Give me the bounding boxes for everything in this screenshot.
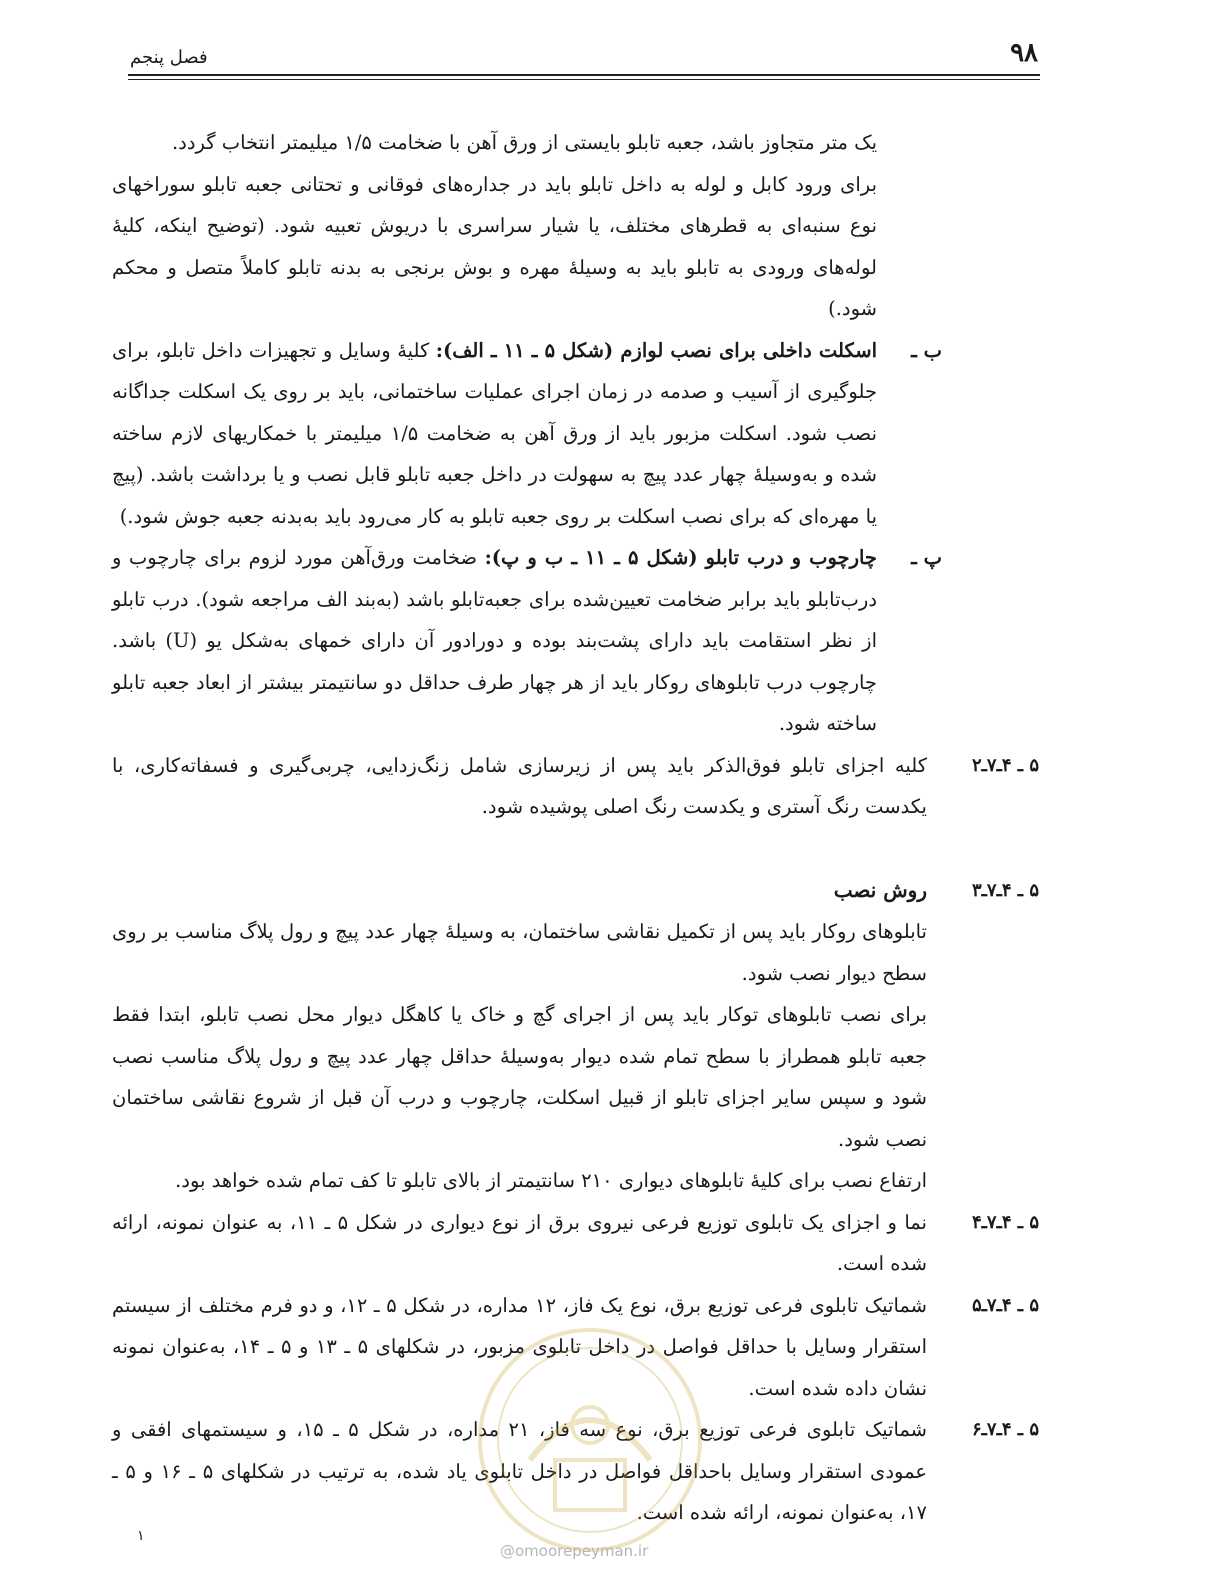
watermark-url: @omoorepeyman.ir — [500, 1542, 649, 1560]
page-header — [128, 34, 1040, 80]
section-paragraph: برای نصب تابلوهای توکار باید پس از اجرای گچ و خاک یا کاهگل دیوار محل نصب تابلو، ابتدا فقط جعبه تابلو همطراز با سطح تمام شده دیوار به‌وسیلهٔ حداقل چهار عدد پیچ و رول پلاگ مناسب نصب شود و سپس سایر اجزای تابلو از قبیل اسکلت، چارچوب و درب آن قبل از شروع نقاشی ساختمان نصب شود. — [112, 1003, 927, 1151]
section-text: شماتیک تابلوی فرعی توزیع برق، نوع یک فاز، ۱۲ مداره، در شکل ۵ ـ ۱۲، و دو فرم مختلف از سیستم استقرار وسایل با حداقل فواصل در داخل تابلوی مزبور، در شکلهای ۵ ـ ۱۳ و ۵ ـ ۱۴، به‌عنوان نمونه نشان داده شده است. — [112, 1293, 927, 1400]
intro-paragraph-2: برای ورود کابل و لوله به داخل تابلو باید در جداره‌های فوقانی و تحتانی جعبه تابلو سوراخهای نوع سنبه‌ای به قطرهای مختلف، یا شیار سراسری با دریوش تعبیه شود. (توضیح اینکه، کلیهٔ لوله‌های ورودی به تابلو باید به وسیلهٔ مهره و بوش برنجی به بدنه تابلو کاملاً متصل و محکم شود.) — [112, 172, 877, 320]
section-heading — [112, 870, 927, 912]
header-rule-thick — [128, 74, 1040, 76]
list-item-p — [112, 537, 942, 745]
header-rule-thin — [128, 79, 1040, 80]
section-5-4-7-2 — [112, 745, 1039, 828]
section-number: ۵ ـ ۴ـ۷ـ۶ — [971, 1419, 1039, 1440]
section-paragraph: ارتفاع نصب برای کلیهٔ تابلوهای دیواری ۲۱۰ سانتیمتر از بالای تابلو تا کف تمام شده خواهد بود. — [175, 1169, 927, 1192]
item-text: کلیهٔ وسایل و تجهیزات داخل تابلو، برای جلوگیری از آسیب و صدمه در زمان اجرای عملیات ساختمانی، باید بر روی یک اسکلت جداگانه نصب شود. اسکلت مزبور باید از ورق آهن به ضخامت ۱/۵ میلیمتر با خمکاریهای لازم ساخته شده و به‌وسیلهٔ چهار عدد پیچ به سهولت در داخل جعبه تابلو قابل نصب و یا برداشت باشد. (پیچ یا مهره‌ای که برای نصب اسکلت بر روی جعبه تابلو به کار می‌رود باید به‌بدنه جعبه جوش شود.) — [112, 338, 878, 528]
page-content — [112, 122, 1037, 1534]
item-body — [112, 330, 877, 538]
section-5-4-7-3 — [112, 870, 1039, 1202]
section-number: ۵ ـ ۴ـ۷ـ۵ — [971, 1294, 1039, 1316]
item-lead: چارچوب و درب تابلو (شکل ۵ ـ ۱۱ ـ ب و پ): — [484, 546, 877, 569]
section-5-4-7-4 — [112, 1202, 1039, 1285]
section-number: ۵ ـ ۴ـ۷ـ۲ — [971, 754, 1039, 776]
item-lead: اسکلت داخلی برای نصب لوازم (شکل ۵ ـ ۱۱ ـ الف): — [435, 338, 878, 362]
chapter-title: فصل پنجم — [130, 47, 208, 68]
section-text: نما و اجزای یک تابلوی توزیع فرعی نیروی برق از نوع دیواری در شکل ۵ ـ ۱۱، به عنوان نمونه، ارائه شده است. — [112, 1210, 927, 1275]
section-title: روش نصب — [833, 877, 927, 902]
footnote-mark: ۱ — [137, 1528, 145, 1544]
item-letter: ب ـ — [911, 338, 942, 362]
page-number: ۹۸ — [1010, 38, 1038, 68]
intro-paragraph-1: یک متر متجاوز باشد، جعبه تابلو بایستی از ورق آهن با ضخامت ۱/۵ میلیمتر انتخاب گردد. — [171, 131, 877, 154]
section-5-4-7-6 — [112, 1409, 1039, 1534]
section-paragraph: تابلوهای روکار باید پس از تکمیل نقاشی ساختمان، به وسیلهٔ چهار عدد پیچ و رول پلاگ مناسب بر روی سطح دیوار نصب شود. — [112, 920, 927, 985]
section-5-4-7-5 — [112, 1285, 1039, 1410]
item-text: ضخامت ورق‌آهن مورد لزوم برای چارچوب و درب‌تابلو باید برابر ضخامت تعیین‌شده برای جعبه‌تابلو باشد (به‌بند الف مراجعه شود). درب تابلو از نظر استقامت باید دارای پشت‌بند بوده و دورادور آن دارای خمهای به‌شکل یو (U) باشد. چارچوب درب تابلوهای روکار باید از هر چهار طرف حداقل دو سانتیمتر بیشتر از ابعاد جعبه تابلو ساخته شود. — [112, 546, 877, 735]
list-item-b — [112, 330, 942, 538]
section-text: شماتیک تابلوی فرعی توزیع برق، نوع سه فاز، ۲۱ مداره، در شکل ۵ ـ ۱۵، و سیستمهای افقی و عمودی استقرار وسایل باحداقل فواصل در داخل تابلوی یاد شده، به ترتیب در شکلهای ۵ ـ ۱۶ و ۵ ـ ۱۷، به‌عنوان نمونه، ارائه شده است. — [112, 1418, 928, 1524]
section-number: ۵ ـ ۴ـ۷ـ۴ — [971, 1211, 1039, 1233]
section-text: کلیه اجزای تابلو فوق‌الذکر باید پس از زیرسازی شامل زنگ‌زدایی، چربی‌گیری و فسفاته‌کاری، با یکدست رنگ آستری و یکدست رنگ اصلی پوشیده شود. — [112, 753, 927, 818]
item-body — [112, 537, 877, 745]
item-letter: پ ـ — [911, 546, 942, 569]
section-number: ۵ ـ ۴ـ۷ـ۳ — [971, 879, 1039, 901]
